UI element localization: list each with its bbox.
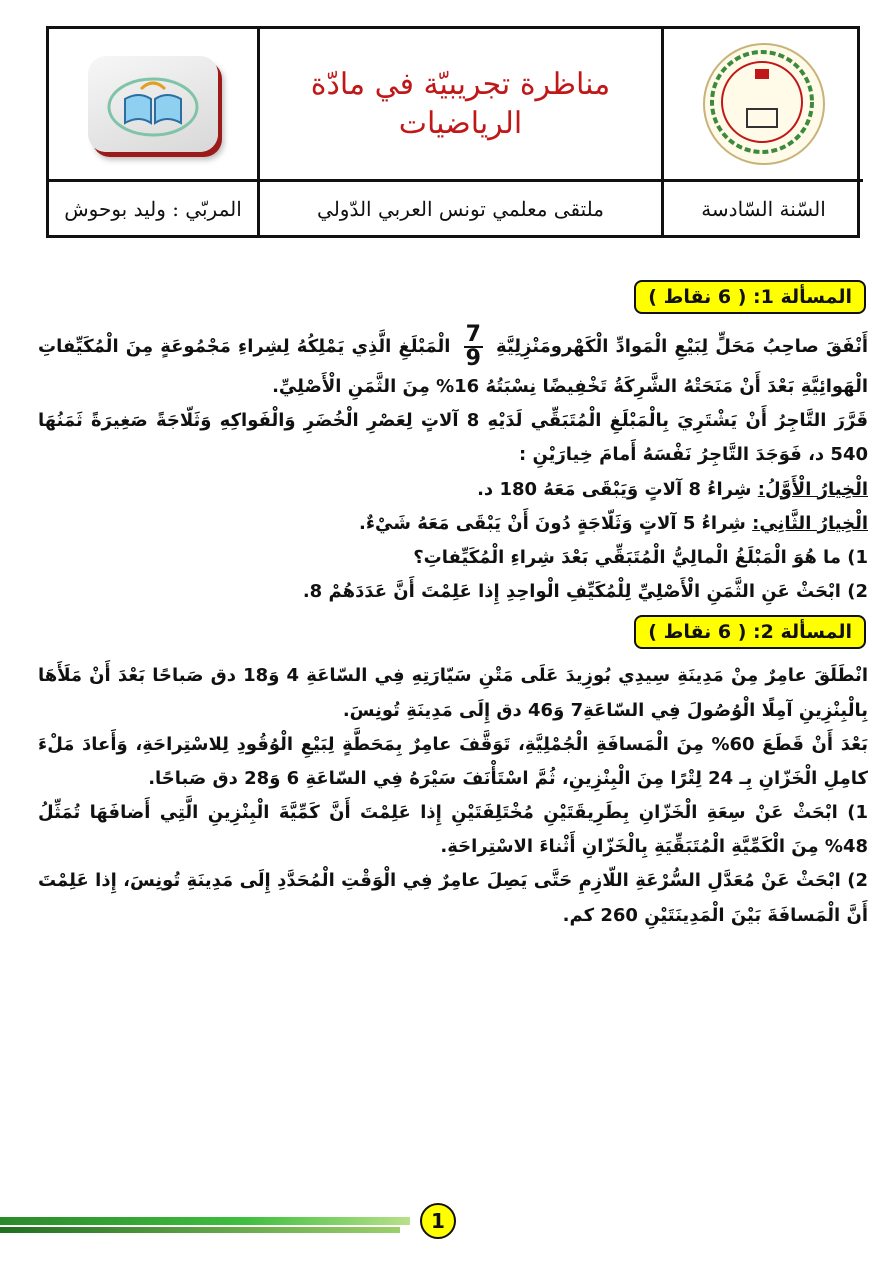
fraction-denominator: 9: [465, 346, 481, 371]
problem1-question2: 2) ابْحَثْ عَنِ الثَّمَنِ الْأَصْلِيِّ لِلْمُكَيِّفِ الْواحِدِ إِذا عَلِمْتَ أَنَّ عَدَدَهُمْ 8.: [302, 581, 868, 603]
problem1-question1: 1) ما هُوَ الْمَبْلَغُ الْمالِيُّ الْمُتَبَقِّي بَعْدَ شِراءِ الْمُكَيِّفاتِ؟: [413, 546, 868, 568]
problem2-paragraph1: انْطَلَقَ عامِرٌ مِنْ مَدِينَةِ سِيدِي بُوزِيدَ عَلَى مَتْنِ سَيّارَتِهِ فِي السّاعَةِ 4 وَ18 دق صَباحًا بَعْدَ أَنْ مَلَأَهَا بِالْبِنْزِينِ آمِلًا الْوُصُولَ فِي السّاعَةِ7 وَ46 دق إِلَى مَدِينَةِ تُونِسَ.: [38, 665, 868, 721]
problem2-question2: 2) ابْحَثْ عَنْ مُعَدَّلِ السُّرْعَةِ اللّازِمِ حَتَّى يَصِلَ عامِرٌ فِي الْوَقْتِ الْمُحَدَّدِ إِلَى مَدِينَةِ تُونِسَ، إِذا عَلِمْتَ أَنَّ الْمَسافَةَ بَيْنَ الْمَدِينَتَيْنِ 260 كم.: [38, 870, 868, 926]
problem1-intro-after: الْمَبْلَغِ الَّذِي يَمْلِكُهُ لِشِراءِ مَجْمُوعَةٍ مِنَ الْمُكَيِّفاتِ الْهَوائِيَّةِ بَعْدَ أَنْ مَنَحَتْهُ الشَّرِكَةُ تَخْفِيضًا نِسْبَتُهُ 16% مِنَ الثَّمَنِ الْأَصْلِيِّ.: [38, 336, 868, 397]
fraction-numerator: 7: [465, 322, 481, 347]
problem1-intro: [38, 324, 868, 404]
page-number-badge: 1: [420, 1203, 456, 1239]
title-cell: [257, 29, 661, 179]
right-seal-cell: [661, 29, 863, 179]
meeting-cell: [257, 179, 661, 235]
grade-cell: [661, 179, 863, 235]
option1-label: الْخِيارُ الْأَوَّلُ:: [757, 478, 868, 500]
book-logo: [88, 56, 218, 152]
exam-body: [38, 280, 868, 933]
option2-label: الْخِيارُ الثَّانِي:: [752, 512, 868, 534]
meeting-name: ملتقى معلمي تونس العربي الدّولي: [317, 196, 604, 221]
option2-text: شِراءُ 5 آلاتٍ وَثَلّاجَةٍ دُونَ أَنْ يَبْقَى مَعَهُ شَيْءٌ.: [359, 512, 753, 534]
problem2-paragraph2: بَعْدَ أَنْ قَطَعَ 60% مِنَ الْمَسافَةِ الْجُمْلِيَّةِ، تَوَقَّفَ عامِرٌ بِمَحَطَّةٍ لِبَيْعِ الْوُقُودِ لِلاسْتِراحَةِ، وَأَعادَ مَلْءَ كامِلِ الْخَزّانِ بِـ 24 لِتْرًا مِنَ الْبِنْزِينِ، ثُمَّ اسْتَأْنَفَ سَيْرَهُ فِي السّاعَةِ 6 وَ28 دق صَباحًا.: [38, 733, 869, 789]
meeting-seal: [703, 43, 825, 165]
header-table: [46, 26, 860, 238]
option1-text: شِراءُ 8 آلاتٍ وَيَبْقَى مَعَهُ 180 د.: [477, 478, 758, 500]
left-logo-cell: [49, 29, 257, 179]
problem1-option1: [38, 473, 868, 507]
teacher-cell: [49, 179, 257, 235]
fraction: [464, 324, 483, 370]
footer-decoration-bar: [0, 1217, 410, 1225]
problem2-title: المسألة 2: ( 6 نقاط ): [634, 615, 866, 649]
footer-decoration-bar-lower: [0, 1227, 400, 1233]
problem2-question1: 1) ابْحَثْ عَنْ سِعَةِ الْخَزّانِ بِطَرِيقَتَيْنِ مُخْتَلِفَتَيْنِ إِذا عَلِمْتَ أَنَّ كَمِّيَّةَ الْبِنْزِينِ الَّتِي أَضافَهَا تُمَثِّلُ 48% مِنَ الْكَمِّيَّةِ الْمُتَبَقِّيَةِ بِالْخَزّانِ أَثْناءَ الاسْتِراحَةِ.: [38, 802, 868, 858]
problem1-paragraph2: قَرَّرَ التَّاجِرُ أَنْ يَشْتَرِيَ بِالْمَبْلَغِ الْمُتَبَقِّي لَدَيْهِ 8 آلاتٍ لِعَصْرِ الْخُضَرِ وَالْفَواكِهِ وَثَلّاجَةً صَغِيرَةً ثَمَنُهَا 540 د، فَوَجَدَ التَّاجِرُ نَفْسَهُ أَمامَ خِيارَيْنِ :: [38, 410, 869, 466]
exam-title-line2: الرياضيات: [398, 106, 523, 141]
exam-title-line1: مناظرة تجريبيّة في مادّة: [310, 67, 611, 102]
seal-ring-icon: [707, 47, 817, 157]
problem1-intro-before: أَنْفَقَ صاحِبُ مَحَلٍّ لِبَيْعِ الْمَوادِّ الْكَهْرومَنْزِلِيَّةِ: [496, 336, 868, 357]
open-book-icon: [105, 69, 201, 139]
problem1-option2: [38, 507, 868, 541]
problem1-title: المسألة 1: ( 6 نقاط ): [634, 280, 866, 314]
grade-level: السّنة السّادسة: [701, 196, 826, 221]
teacher-name: المربّي : وليد بوحوش: [64, 196, 242, 221]
